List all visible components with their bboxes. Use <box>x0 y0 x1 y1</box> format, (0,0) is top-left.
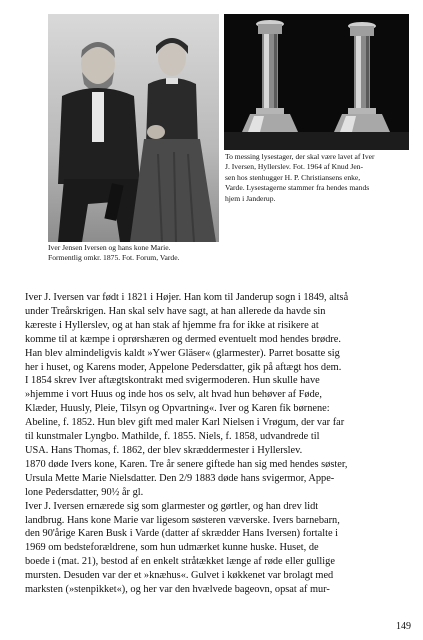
body-line: Iver J. Iversen var født i 1821 i Højer. Han kom til Janderup sogn i 1849, altså <box>25 292 349 303</box>
caption-line: To messing lysestager, der skal være lavet af Iver <box>225 152 375 161</box>
body-line: Han blev almindeligvis kaldt »Ywer Gläser« (glarmester). Parret bosatte sig <box>25 347 340 359</box>
page-number: 149 <box>396 621 411 632</box>
body-text <box>25 291 411 597</box>
couple-photo-illustration <box>48 14 219 242</box>
caption-line: Iver Jensen Iversen og hans kone Marie. <box>48 243 171 252</box>
body-line: »hjemme i vort Huus og inde hos os selv, alt hvad hun behøver af Føde, <box>25 389 322 401</box>
body-line: I 1854 skrev Iver aftægtskontrakt med svigermoderen. Hun skulle have <box>25 375 320 387</box>
body-line: mursten. Desuden var der et »knæhus«. Gulvet i køkkenet var brolagt med <box>25 570 334 582</box>
body-line: landbrug. Hans kone Marie var ligesom søsteren væverske. Ivers barnebarn, <box>25 514 340 526</box>
candlesticks-photo <box>224 14 409 150</box>
body-line: her i huset, og Karens moder, Appelone Pedersdatter, gik på aftægt hos dem. <box>25 361 342 373</box>
caption-line: sen hos stenhugger H. P. Christiansens enke, <box>225 172 361 182</box>
body-line: kæreste i Hyllerslev, og at han stak af hjemme fra for ikke at risikere at <box>25 319 319 331</box>
candlesticks-photo-illustration <box>224 14 409 150</box>
body-line: boede i (mat. 21), bestod af en enkelt stråtækket længe af røde eller gullige <box>25 556 335 568</box>
body-line: den 90'årige Karen Busk i Varde (datter af skrædder Hans Iversen) fortalte i <box>25 528 339 540</box>
body-line: USA. Hans Thomas, f. 1862, der blev skræddermester i Hyllerslev. <box>25 444 303 456</box>
candlesticks-caption <box>225 152 413 204</box>
caption-line: hjem i Janderup. <box>225 193 276 203</box>
couple-photo <box>48 14 219 242</box>
body-line: Iver J. Iversen ernærede sig som glarmester og gørtler, og han drev lidt <box>25 500 319 512</box>
body-line: Abeline, f. 1852. Hun blev gift med maler Karl Nielsen i Vrøgum, der var far <box>25 417 345 429</box>
body-line: lone Pedersdatter, 90½ år gl. <box>25 486 144 498</box>
body-line: under Treårskrigen. Han skal selv have sagt, at han allerede da havde sin <box>25 305 326 317</box>
caption-line: Formentlig omkr. 1875. Fot. Forum, Varde. <box>48 253 180 263</box>
body-line: marksten (»stenpikket«), og her var den hvælvede bageovn, opsat af mur- <box>25 584 330 596</box>
body-line: 1870 døde Ivers kone, Karen. Tre år senere giftede han sig med hendes søster, <box>25 458 348 470</box>
body-line: komme til at kæmpe i oprørshæren og dermed eventuelt mod hendes brødre. <box>25 333 341 345</box>
body-line: 1969 om bedsteforældrene, som hun udmærket kunne huske. Huset, de <box>25 542 319 554</box>
couple-caption <box>48 243 223 264</box>
caption-line: Varde. Lysestagerne stammer fra hendes mands <box>225 183 370 193</box>
caption-line: J. Iversen, Hyllerslev. Fot. 1964 af Knud Jen- <box>225 162 364 172</box>
body-line: Klæder, Huusly, Pleie, Tilsyn og Opvartning«. Iver og Karen fik børnene: <box>25 403 330 415</box>
body-line: til kunstmaler Lyngbo. Mathilde, f. 1855. Niels, f. 1858, udvandrede til <box>25 431 320 443</box>
body-line: Ursula Mette Marie Nielsdatter. Den 2/9 1883 døde hans svigermor, Appe- <box>25 472 335 484</box>
